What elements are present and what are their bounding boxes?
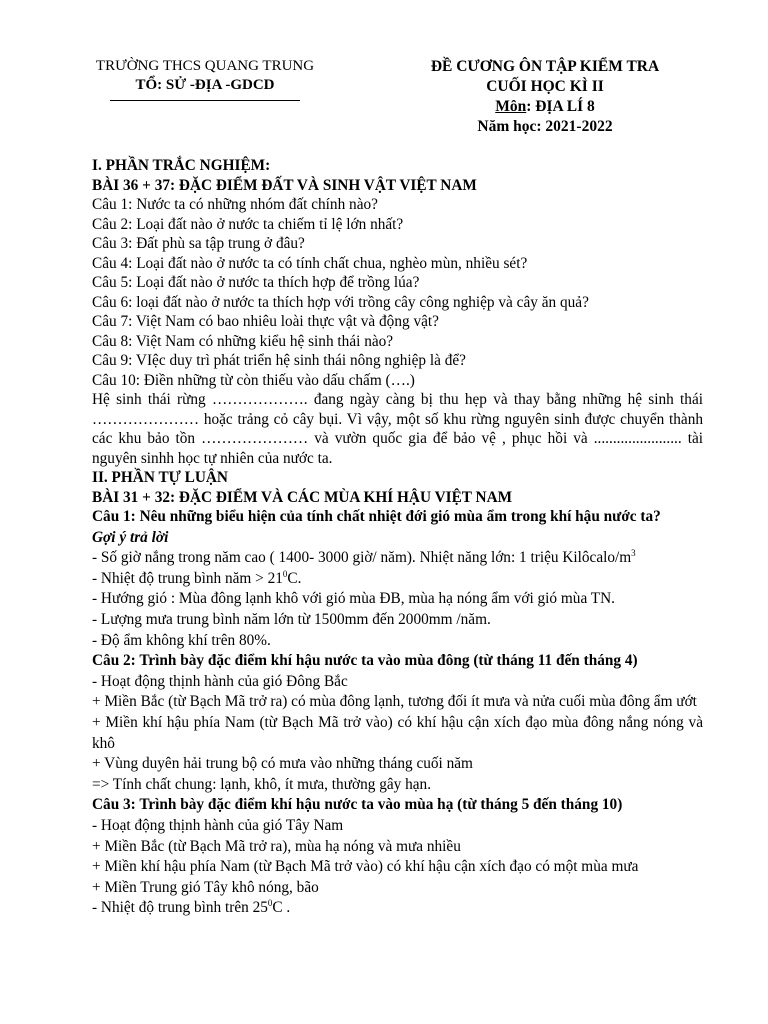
answer-line: + Miền khí hậu phía Nam (từ Bạch Mã trở vào) có khí hậu cận xích đạo mùa đông nắng nóng và khô: [92, 713, 703, 752]
superscript: 0: [267, 898, 273, 909]
header-left: [70, 57, 340, 101]
answer-line: + Vùng duyên hải trung bộ có mưa vào những tháng cuối năm: [92, 755, 473, 773]
answer-line: - Độ ẩm không khí trên 80%.: [92, 631, 271, 649]
subject-line: [395, 97, 695, 117]
department-name: TỔ: SỬ -ĐỊA -GDCD: [135, 77, 275, 93]
part1-lesson-title: BÀI 36 + 37: ĐẶC ĐIỂM ĐẤT VÀ SINH VẬT VIỆT NAM: [92, 176, 477, 194]
subject-label: Môn: [495, 98, 527, 115]
document-body: [92, 156, 703, 919]
fill-in-paragraph: Hệ sinh thái rừng ………………. đang ngày càng bị thu hẹp và thay bằng những hệ sinh thái ………………… hoặc trảng cỏ cây bụi. Vì vậy, một số khu rừng nguyên sinh được chuyển thành các khu bảo tồn ………………… và vườn quốc gia để bảo vệ , phục hồi và ....................... tài nguyên sinhh học tự nhiên của nước ta.: [92, 391, 703, 467]
question-item: Câu 2: Loại đất nào ở nước ta chiếm tỉ lệ lớn nhất?: [92, 215, 404, 233]
question-item: Câu 1: Nước ta có những nhóm đất chính nào?: [92, 196, 378, 213]
answer-line: + Miền khí hậu phía Nam (từ Bạch Mã trở vào) có khí hậu cận xích đạo có một mùa mưa: [92, 858, 639, 876]
answer-line: [92, 548, 703, 569]
question-item: Câu 10: Điền những từ còn thiếu vào dấu chấm (….): [92, 371, 415, 389]
question-item: Câu 9: VIệc duy trì phát triển hệ sinh thái nông nghiệp là để?: [92, 352, 466, 369]
answer-line: => Tính chất chung: lạnh, khô, ít mưa, thường gây hạn.: [92, 775, 432, 793]
superscript: 3: [631, 548, 636, 559]
part2-heading: II. PHẦN TỰ LUẬN: [92, 469, 228, 486]
answer-line: - Lượng mưa trung bình năm lớn từ 1500mm đến 2000mm /năm.: [92, 610, 491, 628]
doc-title-line-2: CUỐI HỌC KÌ II: [486, 78, 604, 95]
part1-heading: I. PHẦN TRẮC NGHIỆM:: [92, 157, 271, 174]
answer-line: - Hoạt động thịnh hành của gió Đông Bắc: [92, 672, 348, 690]
header-right: [395, 57, 695, 137]
answer-hint-label: Gợi ý trả lời: [92, 528, 169, 546]
answer-line: - Hoạt động thịnh hành của gió Tây Nam: [92, 816, 344, 834]
subject-value: : ĐỊA LÍ 8: [526, 98, 595, 115]
answer-line: [92, 569, 703, 590]
question-block-1: [92, 507, 703, 919]
answer-line: + Miền Trung gió Tây khô nóng, bão: [92, 878, 319, 896]
school-year: Năm học: 2021-2022: [477, 118, 613, 135]
essay-question-1: Câu 1: Nêu những biểu hiện của tính chất nhiệt đới gió mùa ẩm trong khí hậu nước ta?: [92, 508, 661, 525]
question-item: Câu 7: Việt Nam có bao nhiêu loài thực vật và động vật?: [92, 313, 439, 330]
question-item: Câu 6: loại đất nào ở nước ta thích hợp với trồng cây công nghiệp và cây ăn quả?: [92, 293, 589, 311]
answer-text: - Nhiệt độ trung bình năm > 21: [92, 569, 283, 587]
header-underline: [110, 100, 300, 101]
answer-text: - Nhiệt độ trung bình trên 25: [92, 899, 268, 917]
superscript: 0: [282, 568, 288, 579]
school-name: TRƯỜNG THCS QUANG TRUNG: [95, 58, 315, 74]
answer-text-tail: C.: [287, 569, 302, 587]
essay-question-3: Câu 3: Trình bày đặc điểm khí hậu nước ta vào mùa hạ (từ tháng 5 đến tháng 10): [92, 796, 623, 814]
answer-line: + Miền Bắc (từ Bạch Mã trở ra), mùa hạ nóng và mưa nhiều: [92, 837, 461, 855]
essay-question-2: Câu 2: Trình bày đặc điểm khí hậu nước ta vào mùa đông (từ tháng 11 đến tháng 4): [92, 652, 638, 670]
part2-lesson-title: BÀI 31 + 32: ĐẶC ĐIỂM VÀ CÁC MÙA KHÍ HẬU VIỆT NAM: [92, 488, 513, 506]
answer-text-tail: C .: [272, 899, 291, 917]
answer-line: - Hướng gió : Mùa đông lạnh khô với gió mùa ĐB, mùa hạ nóng ẩm với gió mùa TN.: [92, 590, 615, 608]
question-item: Câu 5: Loại đất nào ở nước ta thích hợp để trồng lúa?: [92, 274, 420, 291]
answer-text: - Số giờ nắng trong năm cao ( 1400- 3000 giờ/ năm). Nhiệt năng lớn: 1 triệu Kilôcalo/m: [92, 549, 632, 567]
question-item: Câu 3: Đất phù sa tập trung ở đâu?: [92, 235, 305, 252]
answer-line: [92, 898, 703, 919]
doc-title-line-1: ĐỀ CƯƠNG ÔN TẬP KIỂM TRA: [430, 58, 660, 75]
question-item: Câu 8: Việt Nam có những kiểu hệ sinh thái nào?: [92, 332, 394, 350]
answer-line: + Miền Bắc (từ Bạch Mã trở ra) có mùa đông lạnh, tương đối ít mưa và nửa cuối mùa đông ẩm ướt: [92, 693, 697, 711]
question-item: Câu 4: Loại đất nào ở nước ta có tính chất chua, nghèo mùn, nhiều sét?: [92, 254, 528, 272]
